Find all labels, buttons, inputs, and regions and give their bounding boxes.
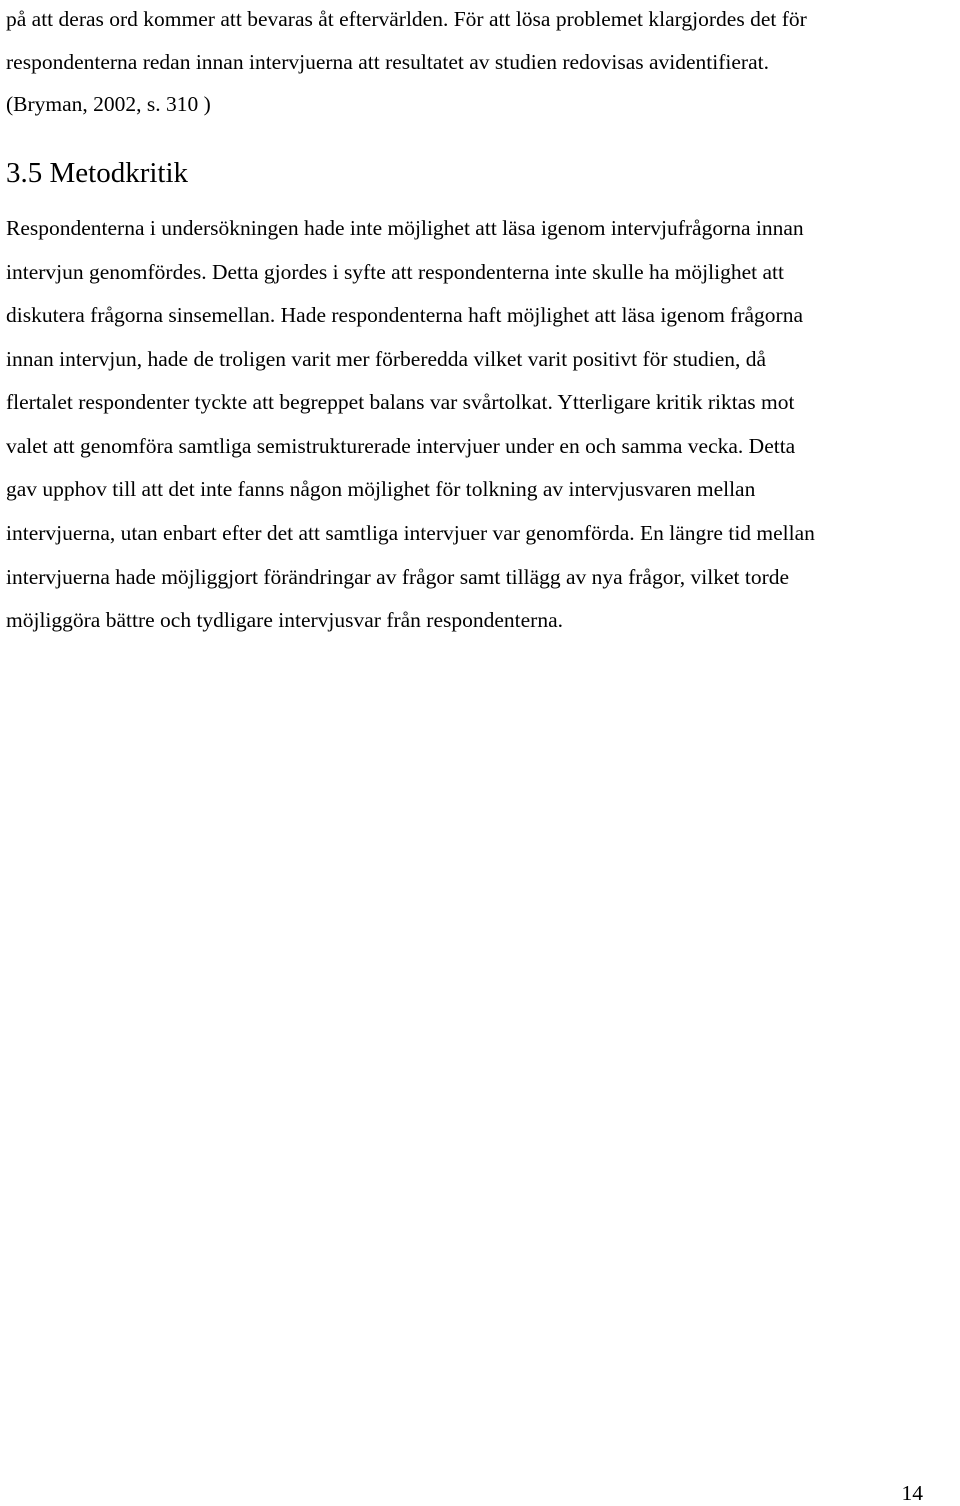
text-line: gav upphov till att det inte fanns någon möjlighet för tolkning av intervjusvaren mellan — [6, 477, 756, 501]
text-line: Respondenterna i undersökningen hade inte möjlighet att läsa igenom intervjufrågorna innan — [6, 216, 804, 240]
text-line: flertalet respondenter tyckte att begreppet balans var svårtolkat. Ytterligare kritik riktas mot — [6, 390, 795, 414]
text-line: möjliggöra bättre och tydligare intervjusvar från respondenterna. — [6, 608, 564, 632]
section-heading: 3.5 Metodkritik — [6, 157, 189, 189]
text-line: intervjun genomfördes. Detta gjordes i syfte att respondenterna inte skulle ha möjlighet att — [6, 260, 784, 284]
text-line: respondenterna redan innan intervjuerna att resultatet av studien redovisas avidentifierat. — [6, 50, 769, 74]
text-line: intervjuerna, utan enbart efter det att samtliga intervjuer var genomförda. En längre tid mellan — [6, 521, 815, 545]
text-line: valet att genomföra samtliga semistrukturerade intervjuer under en och samma vecka. Detta — [6, 434, 796, 458]
text-line: (Bryman, 2002, s. 310 ) — [6, 92, 211, 116]
text-line: på att deras ord kommer att bevaras åt eftervärlden. För att lösa problemet klargjordes det för — [6, 7, 807, 31]
page-number: 14 — [901, 1481, 923, 1505]
text-line: diskutera frågorna sinsemellan. Hade respondenterna haft möjlighet att läsa igenom frågorna — [6, 303, 804, 327]
text-line: innan intervjun, hade de troligen varit mer förberedda vilket varit positivt för studien, då — [6, 347, 767, 371]
text-line: intervjuerna hade möjliggjort förändringar av frågor samt tillägg av nya frågor, vilket torde — [6, 565, 790, 589]
